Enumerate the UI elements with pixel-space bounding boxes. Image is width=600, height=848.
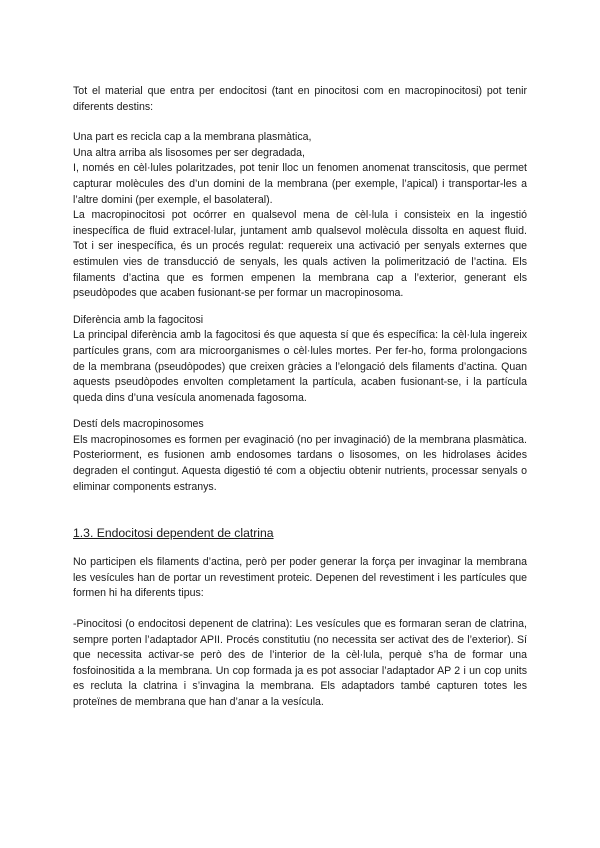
section-paragraph-1: No participen els filaments d’actina, però per poder generar la força per invaginar la membrana les vesícules han de portar un revestiment proteic. Depenen del revestiment i les partícules que formen hi ha diferents tipus: [73,556,527,600]
section-heading: 1.3. Endocitosi dependent de clatrina [73,526,274,541]
desti-macropinosomes-title: Destí dels macropinosomes [73,418,204,431]
section-paragraph-2: -Pinocitosi (o endocitosi depenent de clatrina): Les vesícules que es formaran seran de clatrina, sempre porten l’adaptador APII. Procés constitutiu (no necessita ser activat des de l’exterior). Sí que necessita activar-se però des de l’interior de la cèl·lula, perquè s’ha de formar una fosfoinositida a la membrana. Un cop formada ja es pot associar l’adaptador AP 2 i un cop units es recluta la clatrina i s’invagina la membrana. Els adaptadors també capturen totes les proteïnes de membrana que han d’anar a la vesícula. [73,618,527,708]
desti-item-1: Una part es recicla cap a la membrana plasmàtica, [73,131,312,144]
macropinocitosi-paragraph: La macropinocitosi pot ocórrer en qualsevol mena de cèl·lula i consisteix en la ingestió inespecífica de fluid extracel·lular, juntament amb qualsevol molècula dissolta en aquest fluid. Tot i ser inespecífica, és un procés regulat: requereix una activació per senyals externes que estimulen vies de transducció de senyals, les quals activen la polimerització de l’actina. Els filaments d’actina que es formen empenen la membrana cap a l’exterior, generant els pseudòpodes que acaben fusionant-se per formar un macropinosoma. [73,209,527,300]
desti-item-2: Una altra arriba als lisosomes per ser degradada, [73,146,306,159]
intro-paragraph: Tot el material que entra per endocitosi (tant en pinocitosi com en macropinocitosi) pot tenir diferents destins: [73,85,527,113]
fagocitosi-title: Diferència amb la fagocitosi [73,313,204,326]
desti-macropinosomes-paragraph: Els macropinosomes es formen per evaginació (no per invaginació) de la membrana plasmàtica. Posteriorment, es fusionen amb endosomes tardans o lisosomes, on les hidrolases àcides degraden el contingut. Aquesta digestió té com a objectiu obtenir nutrients, processar senyals o eliminar components estranys. [73,433,527,493]
fagocitosi-paragraph: La principal diferència amb la fagocitosi és que aquesta sí que és específica: la cèl·lula ingereix partícules grans, com ara microorganismes o cèl·lules mortes. Per fer-ho, forma prolongacions de la membrana (pseudòpodes) que creixen gràcies a l’elongació dels filaments d’actina. Quan aquests pseudòpodes envolten completament la partícula, acaben fusionant-se, i la partícula queda dins d’una vesícula anomenada fagosoma. [73,329,527,404]
document-page [73,84,527,711]
desti-item-3: I, només en cèl·lules polaritzades, pot tenir lloc un fenomen anomenat transcitosis, que permet capturar molècules des d’un domini de la membrana (per exemple, l’apical) i transportar-les a l’altre domini (per exemple, el basolateral). [73,162,527,206]
